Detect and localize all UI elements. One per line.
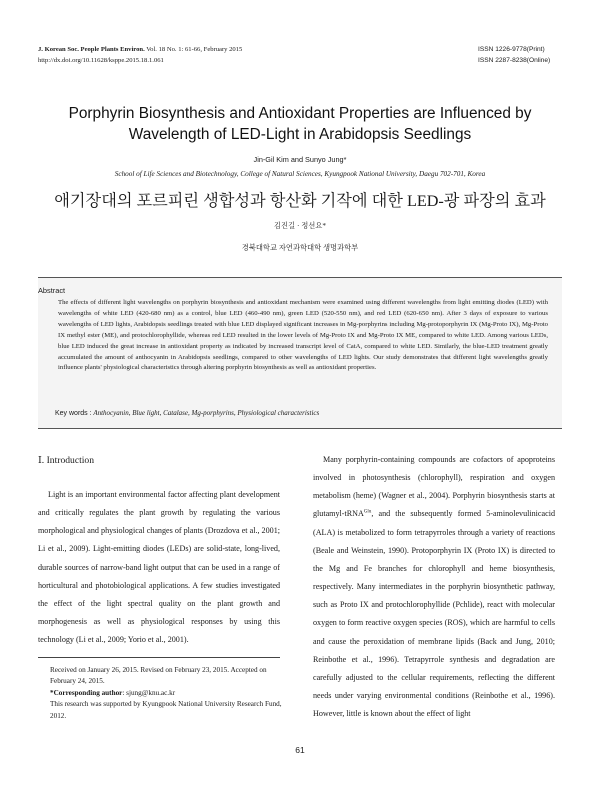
- received-dates: Received on January 26, 2015. Revised on February 23, 2015. Accepted on February 24, 2015.: [50, 666, 267, 686]
- korean-authors: 김진길 · 정선요*: [273, 221, 327, 230]
- trna-superscript: Glu: [363, 509, 372, 515]
- journal-issue: Vol. 18 No. 1: 61-66, February 2015: [144, 46, 243, 53]
- intro-left-paragraph: Light is an important environmental factor affecting plant development and critically regulates the plant growth by regulating the various morphological and physiological changes of plants (Drozdova et al., 2001; Li et al., 2009). Light-emitting diodes (LEDs) are solid-state, long-lived, durable sources of narrow-band light output that can be used in a range of horticultural and photobiological applications. A few studies investigated the effect of the light spectral quality on the plant growth and morphogenesis as well as physiological responses by using this technology (Li et al., 2009; Yorio et al., 2001).: [38, 490, 280, 645]
- corresponding-label: *Corresponding author: [50, 688, 123, 697]
- page-number: 61: [295, 745, 305, 755]
- footnote-divider: [38, 657, 280, 658]
- keywords-list: Anthocyanin, Blue light, Catalase, Mg-porphyrins, Physiological characteristics: [93, 409, 320, 417]
- keywords: [55, 409, 319, 417]
- title-line-2: Wavelength of LED-Light in Arabidopsis Seedlings: [128, 126, 472, 143]
- journal-name: J. Korean Soc. People Plants Environ.: [38, 46, 145, 53]
- authors: Jin-Gil Kim and Sunyo Jung*: [253, 155, 347, 164]
- section-heading-introduction: Ⅰ. Introduction: [38, 455, 95, 466]
- issn-block: [478, 44, 550, 66]
- doi-link[interactable]: http://dx.doi.org/10.11628/ksppe.2015.18.1.061: [38, 57, 164, 64]
- affiliation: School of Life Sciences and Biotechnology, College of Natural Sciences, Kyungpook National University, Daegu 702-701, Korea: [114, 170, 486, 178]
- funding-note: This research was supported by Kyungpook National University Research Fund, 2012.: [50, 700, 282, 720]
- title-line-1: Porphyrin Biosynthesis and Antioxidant Properties are Influenced by: [68, 105, 532, 122]
- issn-online: ISSN 2287-8238(Online): [478, 57, 551, 64]
- keywords-label: Key words :: [55, 410, 92, 417]
- intro-right-paragraph: [313, 451, 555, 723]
- abstract-text: The effects of different light wavelengths on porphyrin biosynthesis and antioxidant mechanism were examined using different wavelengths from light emitting diodes (LED) with wavelengths of white LED (420-680 nm) as a control, blue LED (460-490 nm), green LED (520-550 nm), and red LED (620-650 nm). After 3 days of exposure to various wavelengths of LED lights, Arabidopsis seedlings treated with blue LED displayed significant increases in Mg-porphyrins including Mg-protoporphyrin IX (Mg-Proto IX), Mg-Proto IX methyl ester (ME), and protochlorophyllide, whereas red LED resulted in the lower levels of Mg-Proto IX and Mg-Proto IX ME, compared to white LED. Among various LEDs, blue LED induced the great increase in antioxidant property as indicated by increased transcript level of CatA, compared to white LED. Similarly, the blue-LED treatment greatly accumulated the amount of anthocyanin in Arabidopsis seedlings, compared to other wavelengths of LED lights. Our study demonstrates that different light wavelengths greatly influence plants' physiological characteristics through altering porphyrin biosynthesis as well as antioxidant properties.: [58, 299, 548, 372]
- paper-title: [20, 103, 580, 145]
- korean-affiliation: 경북대학교 자연과학대학 생명과학부: [241, 243, 359, 252]
- korean-title: 애기장대의 포르피린 생합성과 항산화 기작에 대한 LED-광 파장의 효과: [54, 192, 546, 210]
- intro-right-text-b: , and the subsequently formed 5-aminolevulinicacid (ALA) is metabolized to form tetrapyrroles through a variety of reactions (Beale and Weinstein, 1990). Protoporphyrin IX (Proto IX) is directed to the Mg and Fe branches for chlorophyll and heme biosynthesis, respectively. Many intermediates in the porphyrin biosynthetic pathway, such as Proto IX and protochlorophyllide (Pchlide), react with molecular oxygen to form reactive oxygen species (ROS), which are harmful to cells and cause the peroxidation of membrane lipids (Back and Jung, 2010; Reinbothe et al., 1996). Tetrapyrrole synthesis and degradation are carefully adjusted to the cellular requirements, reflecting the different needs under varying environmental conditions (Reinbothe et al., 1996). However, little is known about the effect of light: [313, 509, 555, 719]
- corresponding-email[interactable]: : sjung@knu.ac.kr: [122, 688, 176, 697]
- issn-print: ISSN 1226-9778(Print): [478, 46, 545, 53]
- journal-header: [38, 44, 242, 66]
- abstract-label: Abstract: [38, 286, 66, 295]
- footnotes: [50, 665, 282, 722]
- intro-right-text-a: Many porphyrin-containing compounds are cofactors of apoproteins involved in photosynthesis (chlorophyll), respiration and oxygen metabolism (heme) (Wagner et al., 2004). Porphyrin biosynthesis starts at glutamyl-tRNA: [313, 455, 555, 519]
- corresponding-author: [50, 688, 282, 699]
